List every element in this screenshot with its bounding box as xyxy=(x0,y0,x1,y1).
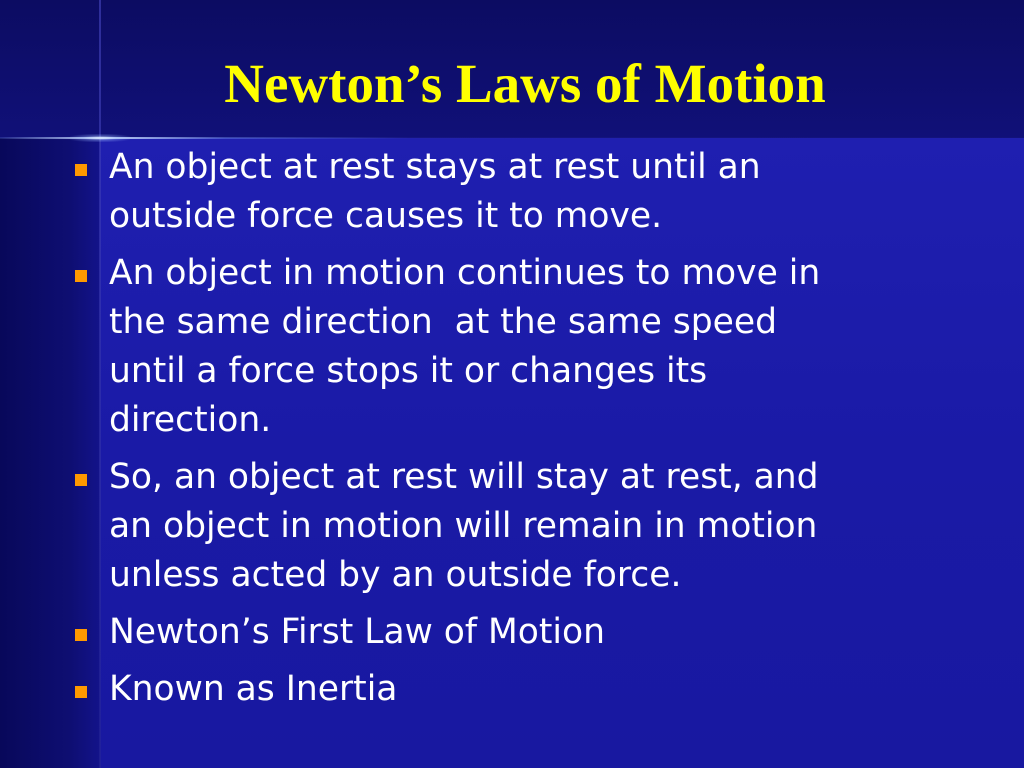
slide-title: Newton’s Laws of Motion xyxy=(224,53,826,114)
square-bullet-icon xyxy=(75,164,87,176)
light-flare-decoration xyxy=(70,134,130,142)
square-bullet-icon xyxy=(75,474,87,486)
bullet-item xyxy=(75,453,975,600)
bullet-line: the same direction at the same speed xyxy=(109,302,777,342)
square-bullet-icon xyxy=(75,686,87,698)
bullet-line: outside force causes it to move. xyxy=(109,196,663,236)
bullet-line: So, an object at rest will stay at rest, and xyxy=(109,457,819,497)
bullet-list xyxy=(75,143,975,722)
bullet-line: An object at rest stays at rest until an xyxy=(109,147,761,187)
bullet-line: an object in motion will remain in motion xyxy=(109,506,818,546)
square-bullet-icon xyxy=(75,629,87,641)
bullet-line: until a force stops it or changes its xyxy=(109,351,708,391)
bullet-item xyxy=(75,249,975,445)
horizontal-divider-line xyxy=(0,137,1024,139)
bullet-line: Newton’s First Law of Motion xyxy=(109,612,605,652)
bullet-line: An object in motion continues to move in xyxy=(109,253,821,293)
square-bullet-icon xyxy=(75,270,87,282)
bullet-item xyxy=(75,143,975,241)
bullet-item xyxy=(75,665,975,714)
bullet-line: direction. xyxy=(109,400,272,440)
bullet-item xyxy=(75,608,975,657)
bullet-line: unless acted by an outside force. xyxy=(109,555,682,595)
bullet-line: Known as Inertia xyxy=(109,669,398,709)
